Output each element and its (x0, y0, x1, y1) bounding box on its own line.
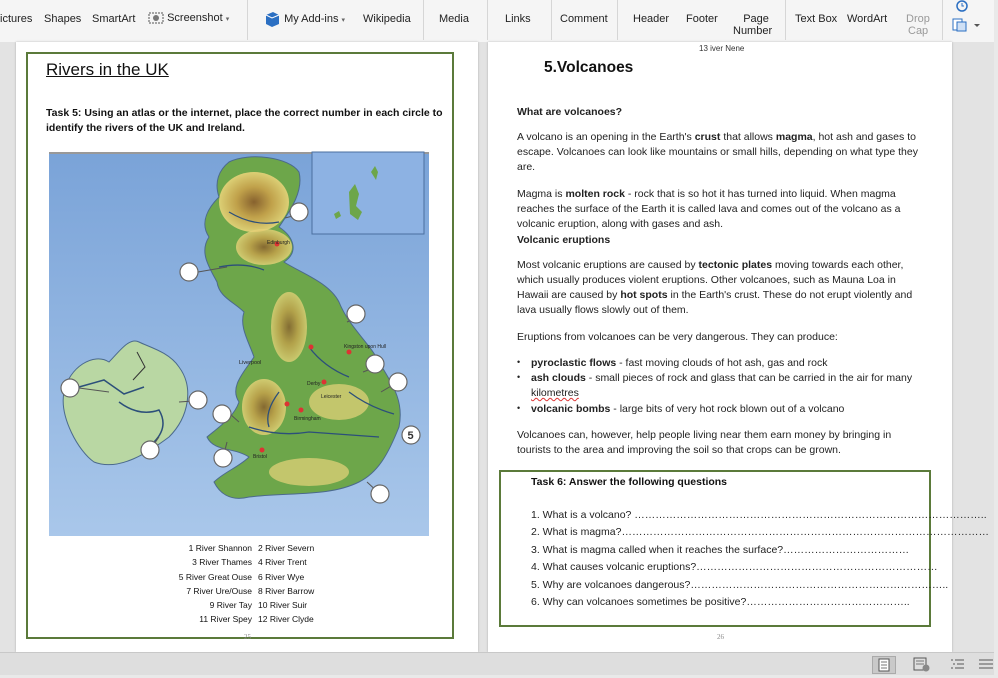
bold-term: pyroclastic flows (531, 357, 617, 369)
object-icon (952, 17, 982, 33)
bold-term: ash clouds (531, 372, 586, 384)
ribbon-divider (247, 0, 248, 40)
text-run: that allows (720, 131, 776, 143)
legend-row: 9 River Tay 10 River Suir (209, 600, 308, 611)
list-item (517, 402, 917, 417)
screenshot-button[interactable]: Screenshot ▾ (148, 10, 229, 26)
footer-button[interactable]: Footer (686, 13, 718, 25)
legend-row: 7 River Ure/Ouse 8 River Barrow (186, 585, 315, 596)
city-dot (285, 402, 290, 407)
smartart-button[interactable]: SmartArt (92, 13, 136, 25)
label-edinburgh: Edinburgh (267, 240, 290, 246)
answer-circle[interactable] (180, 263, 198, 281)
legend-row: 3 River Thames 4 River Trent (192, 557, 307, 568)
textbox-button[interactable]: Text Box (795, 13, 838, 25)
heading-what-are-volcanoes: What are volcanoes? (517, 106, 623, 118)
page-title-volcanoes: 5.Volcanoes (544, 59, 634, 76)
list-item (517, 356, 917, 371)
answer-circle[interactable] (366, 355, 384, 373)
text-run: Magma is (517, 188, 566, 200)
answer-circle[interactable] (141, 441, 159, 459)
city-dot (347, 350, 352, 355)
misspelled-word: kilometres (531, 387, 579, 399)
paragraph-5: Volcanoes can, however, help people living near them earn money by bringing in tourists to the area and improving the soil so that crops can be grown. (517, 429, 892, 456)
paragraph-1 (517, 130, 922, 175)
ribbon-divider (487, 0, 488, 40)
page-title-rivers: Rivers in the UK (46, 60, 169, 79)
media-button[interactable]: Media (439, 13, 469, 25)
page-number-right: 26 (717, 633, 724, 641)
city-dot (260, 448, 265, 453)
city-dot (322, 380, 327, 385)
question-item[interactable]: 1. What is a volcano? ……………………………………………………………………………………….. (531, 509, 987, 521)
text-run: moving towards each other, which usually produces violent eruptions. Other volcanoes, such as Mauna Loa in Hawaii are caused by (517, 259, 904, 301)
outline-icon (946, 656, 968, 672)
label-bristol: Bristol (253, 454, 267, 460)
bold-term: tectonic plates (698, 259, 773, 271)
answer-circle[interactable] (61, 379, 79, 397)
text-run: - rock that is so hot it has turned into liquid. When magma reaches the surface of the Earth it is called lava and comes out of the volcano as a volcanic eruption, along with gases and ash. (517, 188, 901, 230)
list-item (517, 371, 917, 401)
text-run: - fast moving clouds of hot ash, gas and rock (616, 357, 828, 369)
ribbon-divider (551, 0, 552, 40)
chevron-down-icon: ▾ (341, 16, 346, 24)
legend-row: 1 River Shannon 2 River Severn (188, 543, 315, 553)
comment-button[interactable]: Comment (560, 13, 608, 25)
paragraph-4: Eruptions from volcanoes can be very dangerous. They can produce: (517, 331, 838, 343)
draft-icon (976, 656, 998, 672)
bold-term: molten rock (565, 188, 625, 200)
label-birmingham: Birmingham (294, 416, 321, 422)
shapes-button[interactable]: Shapes (44, 13, 82, 25)
web-layout-icon (910, 656, 932, 672)
answer-circle[interactable] (347, 305, 365, 323)
text-run: in the Earth's crust. These do not erupt violently and lava usually flows slowly out of them. (517, 289, 913, 316)
heading-volcanic-eruptions: Volcanic eruptions (517, 234, 611, 246)
ribbon-divider (423, 0, 424, 40)
chevron-down-icon: ▾ (225, 15, 230, 23)
hazards-list (517, 356, 917, 417)
label-liverpool: Liverpool (239, 360, 262, 366)
ribbon-divider (942, 0, 943, 40)
label-leicester: Leicester (321, 394, 342, 400)
answer-circle[interactable] (290, 203, 308, 221)
ribbon-divider (785, 0, 786, 40)
answer-circle[interactable] (389, 373, 407, 391)
header-button[interactable]: Header (633, 13, 670, 25)
print-layout-icon (873, 657, 895, 673)
question-item[interactable]: 2. What is magma?…………………………………………………………………………………………… (531, 526, 989, 539)
wikipedia-button[interactable]: Wikipedia (363, 13, 411, 25)
draft-view-button[interactable] (976, 656, 998, 672)
page-number-left: 25 (244, 633, 251, 641)
bold-term: crust (694, 131, 721, 143)
wordart-button[interactable]: WordArt (847, 13, 888, 25)
links-button[interactable]: Links (505, 13, 531, 25)
answer-circle[interactable] (213, 405, 231, 423)
pictures-button[interactable]: ictures (0, 13, 33, 25)
rivers-legend (166, 541, 314, 627)
legend-row: 11 River Spey 12 River Clyde (199, 614, 314, 625)
question-item[interactable]: 6. Why can volcanoes sometimes be positive?……………………………………….. (531, 596, 910, 609)
uk-rivers-map (49, 152, 429, 536)
question-item[interactable]: 4. What causes volcanic eruptions?…………………………………………………………… (531, 561, 938, 574)
web-layout-view-button[interactable] (910, 656, 932, 672)
outline-view-button[interactable] (946, 656, 968, 672)
running-header: 13 iver Nene (699, 44, 745, 53)
status-bar (0, 652, 994, 675)
print-layout-view-button[interactable] (872, 656, 896, 674)
question-item[interactable]: 3. What is magma called when it reaches the surface?……………………………… (531, 543, 910, 556)
label-derby: Derby (307, 381, 321, 387)
paragraph-2 (517, 187, 922, 232)
screenshot-icon (148, 10, 164, 26)
legend-row: 5 River Great Ouse 6 River Wye (178, 571, 305, 582)
city-dot (299, 408, 304, 413)
page-number-button[interactable]: Page Number (733, 13, 773, 37)
drop-cap-button[interactable]: Drop Cap (906, 13, 930, 37)
task5-instructions: Task 5: Using an atlas or the internet, place the correct number in each circle to identify the rivers of the UK and Ireland. (46, 107, 443, 134)
text-run: , hot ash and gases to escape. Volcanoes can look like mountains or small hills, depending on what type they are. (517, 131, 918, 173)
paragraph-3 (517, 258, 922, 318)
question-item[interactable]: 5. Why are volcanoes dangerous?……………………………………………………………….. (531, 578, 949, 591)
ribbon-divider (617, 0, 618, 40)
bold-term: volcanic bombs (531, 403, 611, 415)
bold-term: magma (775, 131, 813, 143)
text-run: A volcano is an opening in the Earth's (517, 131, 695, 143)
answer-circle[interactable] (214, 449, 232, 467)
text-run: - large bits of very hot rock blown out of a volcano (610, 403, 845, 415)
label-kingston: Kingston upon Hull (344, 344, 386, 350)
task6-title: Task 6: Answer the following questions (531, 476, 728, 488)
answer-circle[interactable] (371, 485, 389, 503)
inset-box (312, 152, 424, 234)
text-run: Most volcanic eruptions are caused by (517, 259, 699, 271)
bold-term: hot spots (620, 289, 668, 301)
city-dot (309, 345, 314, 350)
my-addins-button[interactable]: My Add-ins ▾ (263, 10, 345, 28)
ribbon-toolbar (0, 0, 994, 43)
answer-circle[interactable] (189, 391, 207, 409)
addins-icon (263, 10, 281, 28)
object-button[interactable] (952, 17, 982, 38)
answer-five-label: 5 (407, 430, 414, 442)
clock-icon (952, 0, 970, 14)
questions-list (531, 507, 989, 611)
text-run: - small pieces of rock and glass that can be carried in the air for many (585, 372, 913, 384)
